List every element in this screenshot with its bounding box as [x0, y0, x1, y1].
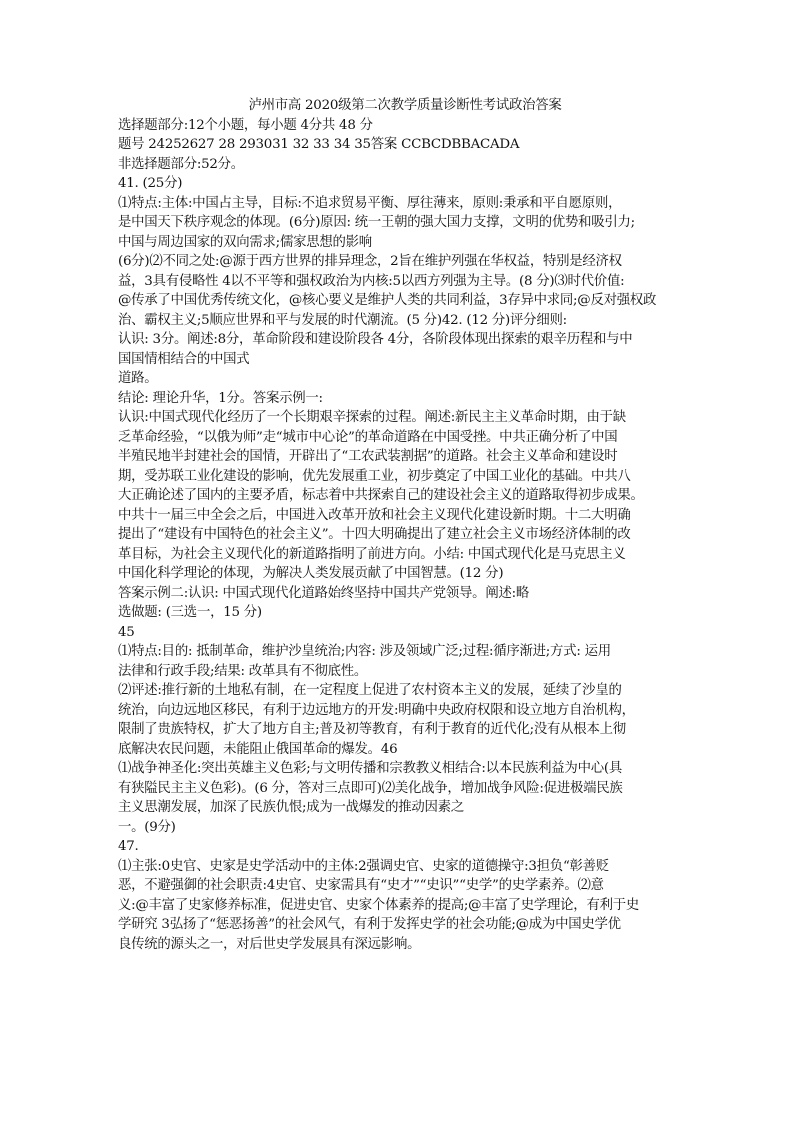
text-line: 统治，向边远地区移民，有利于边远地方的开发:明确中央政府权限和设立地方自治机构，	[118, 702, 635, 718]
text-line: 主义思潮发展，加深了民族仇恨;成为一战爆发的推动因素之	[118, 800, 464, 815]
text-line: 认识: 3分。阐述:8分，革命阶段和建设阶段各 4分，各阶段体现出探索的艰辛历程和与中	[118, 332, 633, 347]
text-line: ⑴战争神圣化:突出英雄主义色彩;与文明传播和宗教教义相结合:以本民族利益为中心(具	[118, 761, 622, 776]
text-line: 题号 24252627 28 293031 32 33 34 35答案 CCBCDBBACADA	[118, 137, 520, 152]
text-line: 中国化科学理论的体现，为解决人类发展贡献了中国智慧。(12 分)	[118, 566, 504, 581]
text-line: 底解决农民问题，未能阻止俄国革命的爆发。46	[118, 741, 398, 757]
text-line: 选做题: (三选一，15 分)	[118, 605, 262, 620]
text-line: ⑴特点:主体:中国占主导，目标:不追求贸易平衡、厚往薄来，原则:秉承和平自愿原则，	[118, 195, 622, 211]
text-line: 提出了“建设有中国特色的社会主义”。十四大明确提出了建立社会主义市场经济体制的改	[118, 527, 631, 542]
text-line: 道路。	[118, 371, 158, 386]
text-line: (6分)⑵不同之处:@源于西方世界的排异理念，2旨在维护列强在华权益，特别是经济权	[118, 254, 622, 269]
text-line: 良传统的源头之一，对后世史学发展具有深远影响。	[118, 936, 421, 952]
document-title: 泸州市高 2020级第二次教学质量诊断性考试政治答案	[248, 98, 562, 113]
text-line: 41. (25分)	[118, 176, 183, 191]
text-line: 大正确论述了国内的主要矛盾，标志着中共探索自己的建设社会主义的道路取得初步成果。	[118, 488, 644, 503]
text-line: 义:@丰富了史家修养标准，促进史官、史家个体素养的提高;@丰富了史学理论，有利于史	[118, 897, 640, 913]
text-line: 有狭隘民主主义色彩)。(6 分，答对三点即可)⑵美化战争，增加战争风险:促进极端民族	[118, 780, 623, 796]
answer-key-body	[118, 96, 684, 954]
text-line: ⑴主张:0史官、史家是史学活动中的主体:2强调史官、史家的道德操守:3担负“彰善贬	[118, 858, 609, 874]
text-line: @传承了中国优秀传统文化，@核心要义是维护人类的共同利益，3存异中求同;@反对强权政	[118, 293, 657, 308]
text-line: ⑴特点:目的: 抵制革命，维护沙皇统治;内容: 涉及领域广泛;过程:循序渐进;方式: 运用	[118, 644, 611, 659]
text-line: 45	[118, 624, 135, 640]
text-line: 法律和行政手段;结果: 改革具有不彻底性。	[118, 663, 368, 679]
text-line: 非选择题部分:52分。	[118, 156, 244, 172]
text-line: 中国与周边国家的双向需求;儒家思想的影响	[118, 234, 372, 250]
text-line: 恶，不避强御的社会职责:4史官、史家需具有“史才”“史识”“史学”的史学素养。⑵意	[118, 878, 604, 893]
text-line: 一。(9分)	[118, 819, 176, 835]
text-line: 乏革命经验，“以俄为师”走“城市中心论”的革命道路在中国受挫。中共正确分析了中国	[118, 429, 618, 445]
text-line: 治、霸权主义;5顺应世界和平与发展的时代潮流。(5 分)42. (12 分)评分细则:	[118, 312, 567, 328]
text-line: 革目标，为社会主义现代化的新道路指明了前进方向。小结: 中国式现代化是马克思主义	[118, 546, 626, 562]
text-line: 是中国天下秩序观念的体现。(6分)原因: 统一王朝的强大国力支撑，文明的优势和吸引力;	[118, 215, 635, 230]
text-line: 学研究 3弘扬了“惩恶扬善”的社会风气，有利于发挥史学的社会功能;@成为中国史学优	[118, 917, 621, 932]
text-line: 国国情相结合的中国式	[118, 351, 250, 367]
text-line: 47.	[118, 839, 139, 854]
text-line: ⑵评述:推行新的土地私有制，在一定程度上促进了农村资本主义的发展，延续了沙皇的	[118, 683, 622, 698]
text-line: 答案示例二:认识: 中国式现代化道路始终坚持中国共产党领导。阐述:略	[118, 585, 530, 601]
text-line: 期，受苏联工业化建设的影响，优先发展重工业，初步奠定了中国工业化的基础。中共八	[118, 468, 631, 484]
text-line: 益，3具有侵略性 4以不平等和强权政治为内核:5以西方列强为主导。(8 分)⑶时代价值:	[118, 273, 625, 289]
text-line: 选择题部分:12个小题，每小题 4分共 48 分	[118, 117, 373, 133]
text-line: 半殖民地半封建社会的国情，开辟出了“工农武装割据”的道路。社会主义革命和建设时	[118, 449, 618, 464]
text-line: 结论: 理论升华，1分。答案示例一:	[118, 390, 323, 406]
text-line: 中共十一届三中全会之后，中国进入改革开放和社会主义现代化建设新时期。十二大明确	[118, 507, 631, 523]
text-line: 认识:中国式现代化经历了一个长期艰辛探索的过程。阐述:新民主主义革命时期，由于缺	[118, 410, 626, 425]
text-line: 限制了贵族特权，扩大了地方自主;普及初等教育，有利于教育的近代化;没有从根本上彻	[118, 722, 626, 737]
